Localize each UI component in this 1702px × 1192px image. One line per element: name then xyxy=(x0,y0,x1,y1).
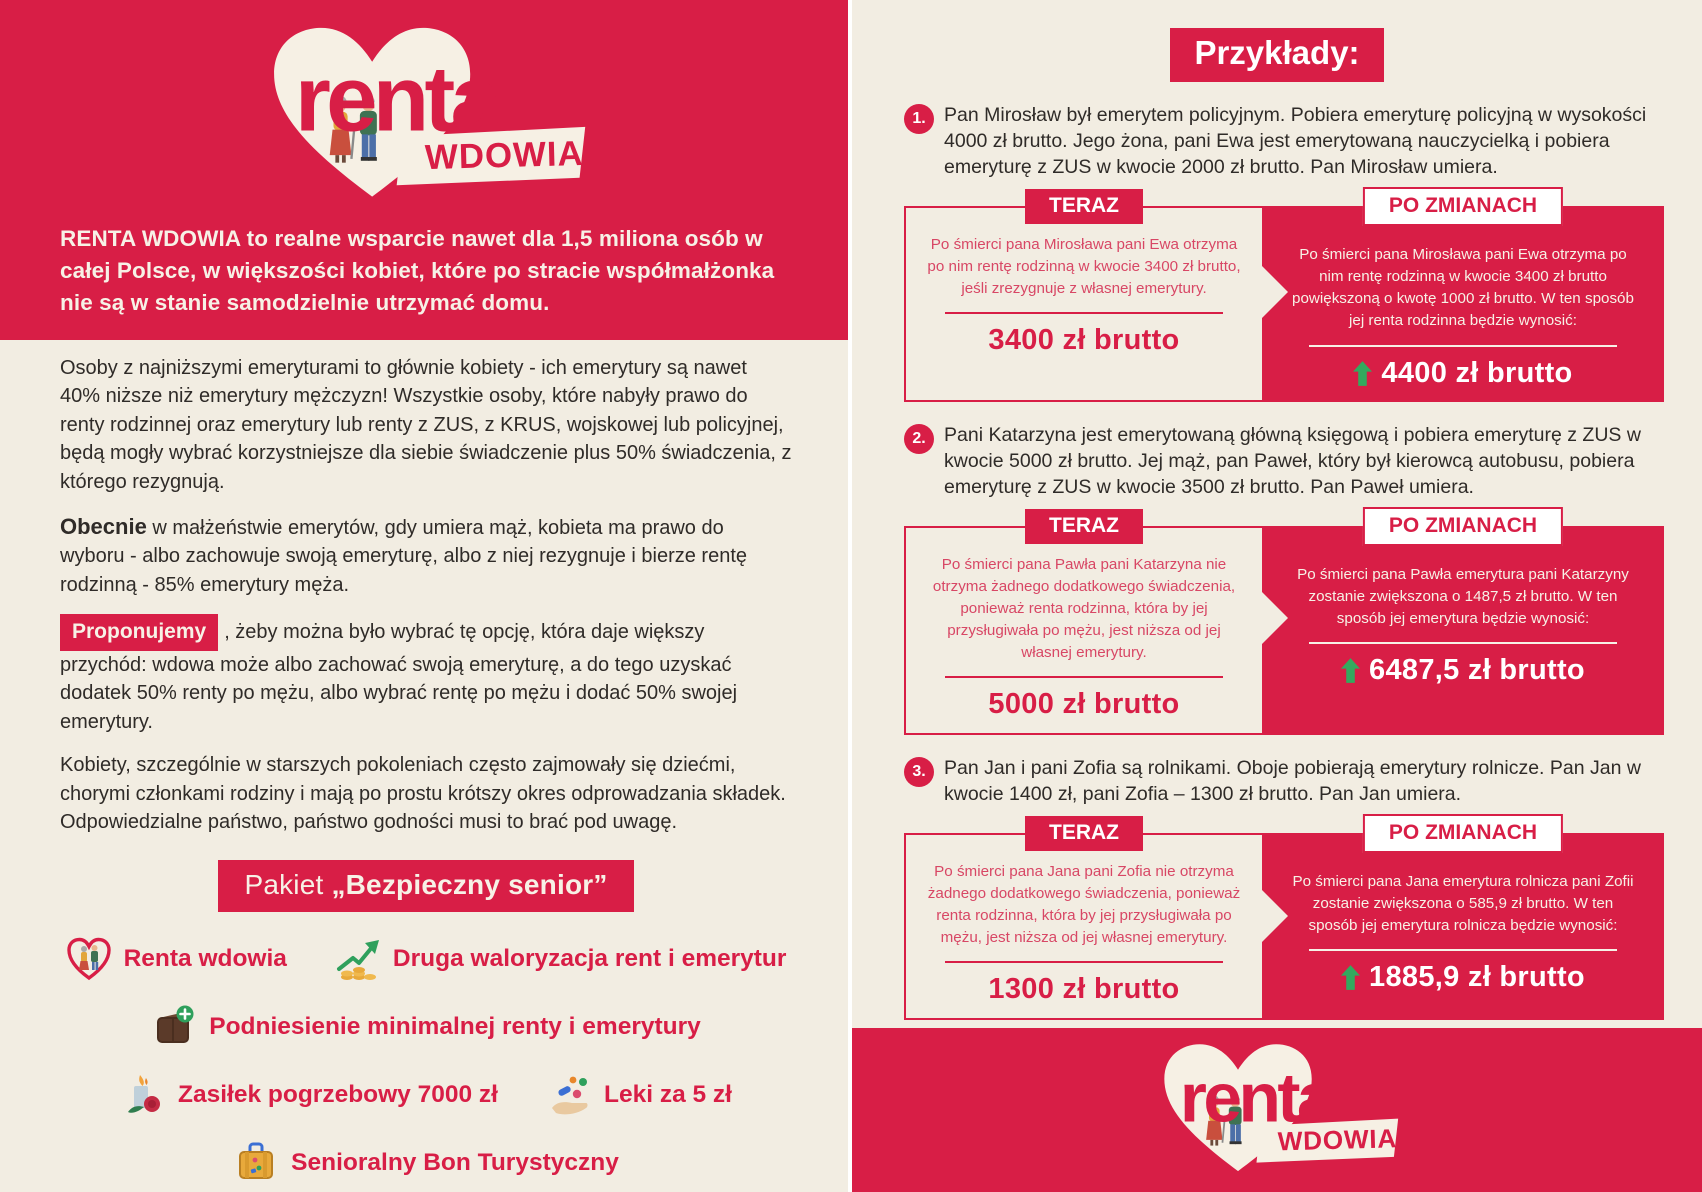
po-zmianach-label: PO ZMIANACH xyxy=(1363,187,1563,226)
po-zmianach-box xyxy=(1262,513,1664,735)
teraz-amount: 1300 zł brutto xyxy=(988,973,1180,1006)
pakiet-badge xyxy=(218,860,633,912)
benefit-row xyxy=(60,1072,792,1118)
po-zmianach-box xyxy=(1262,194,1664,401)
example-intro-text: Pani Katarzyna jest emerytowaną główną księgową i pobiera emeryturę z ZUS w kwocie 5000 zł brutto. Jej mąż, pan Paweł, który był kierowcą autobusu, pobiera emeryturę z ZUS w kwocie 3500 zł brutto. Pan Paweł umiera. xyxy=(944,423,1641,498)
benefit-minimalna xyxy=(151,1004,701,1050)
separator-line xyxy=(1309,642,1617,644)
benefit-label: Leki za 5 zł xyxy=(603,1081,732,1109)
separator-line xyxy=(945,312,1223,314)
teraz-label: TERAZ xyxy=(1025,816,1143,851)
paragraph-2-rest: w małżeństwie emerytów, gdy umiera mąż, kobieta ma prawo do wyboru - albo zachowuje swoją emeryturę, albo z niej rezygnuje i bierze rentę rodzinną - 85% emerytury męża. xyxy=(60,516,748,596)
po-zmianach-amount: 4400 zł brutto xyxy=(1381,356,1573,389)
teraz-box xyxy=(904,821,1262,1020)
po-amount-row xyxy=(1288,654,1638,687)
example-intro xyxy=(904,102,1666,180)
header-intro-text: RENTA WDOWIA to realne wsparcie nawet dla 1,5 miliona osób w całej Polsce, w większości kobiet, które po stracie współmałżonka nie są w stanie samodzielnie utrzymać domu. xyxy=(60,226,775,315)
separator-line xyxy=(945,961,1223,963)
benefit-row xyxy=(60,936,792,982)
benefit-label: Druga waloryzacja rent i emerytur xyxy=(392,945,787,973)
benefit-label: Renta wdowia xyxy=(123,945,287,973)
benefits-list xyxy=(60,936,792,1186)
benefit-bon-turystyczny xyxy=(233,1140,619,1186)
example-intro xyxy=(904,422,1666,500)
pills-icon xyxy=(546,1072,592,1118)
po-zmianach-body: Po śmierci pana Jana emerytura rolnicza pani Zofii zostanie zwiększona o 585,9 zł brutto. W ten sposób jej emerytura rolnicza będzie wynosić: xyxy=(1292,873,1634,935)
teraz-label: TERAZ xyxy=(1025,509,1143,544)
przyklady-title-badge: Przykłady: xyxy=(1170,28,1383,82)
teraz-body: Po śmierci pana Jana pani Zofia nie otrzyma żadnego dodatkowego świadczenia, ponieważ renta rodzinna, która by jej przysługiwała po mężu, jest niższa od jej własnej emerytury. xyxy=(927,863,1241,947)
teraz-body: Po śmierci pana Mirosława pani Ewa otrzyma po nim rentę rodzinną w kwocie 3400 zł brutto, jeśli zrezygnuje z własnej emerytury. xyxy=(927,236,1241,298)
example-intro-text: Pan Mirosław był emerytem policyjnym. Pobiera emeryturę policyjną w wysokości 4000 zł brutto. Jego żona, pani Ewa jest emerytowaną nauczycielką i pobiera emeryturę z ZUS w kwocie 2000 zł brutto. Pan Mirosław umiera. xyxy=(944,104,1647,179)
separator-line xyxy=(1309,949,1617,951)
wallet-icon xyxy=(151,1004,197,1050)
left-body xyxy=(0,340,848,1186)
right-panel xyxy=(852,0,1702,1192)
renta-wdowia-logo xyxy=(1153,1037,1401,1184)
benefit-label: Senioralny Bon Turystyczny xyxy=(291,1149,619,1177)
example-intro xyxy=(904,755,1666,807)
po-zmianach-amount: 1885,9 zł brutto xyxy=(1369,961,1585,994)
paragraph-1: Osoby z najniższymi emeryturami to głównie kobiety - ich emerytury są nawet 40% niższe niż emerytury mężczyzn! Wszystkie osoby, które nabyły prawo do renty rodzinnej oraz emerytury lub renty z ZUS, z KRUS, wojskowej lub policyjnej, będą mogły wybrać korzystniejsze dla siebie świadczenie plus 50% świadczenia, z którego rezygnują. xyxy=(60,357,792,493)
candle-icon xyxy=(120,1072,166,1118)
paragraph-2 xyxy=(60,511,792,599)
paragraph-4: Kobiety, szczególnie w starszych pokoleniach często zajmowały się dziećmi, chorymi członkami rodziny i mają po prostu krótszy okres odprowadzania składek. Odpowiedzialne państwo, państwo godności musi to brać pod uwagę. xyxy=(60,754,786,833)
po-zmianach-label: PO ZMIANACH xyxy=(1363,814,1563,853)
po-amount-row xyxy=(1288,961,1638,994)
example-number-badge: 3. xyxy=(904,757,934,787)
separator-line xyxy=(1309,345,1617,347)
benefit-label: Podniesienie minimalnej renty i emerytury xyxy=(209,1013,701,1041)
benefit-waloryzacja xyxy=(335,936,787,982)
teraz-box xyxy=(904,194,1262,401)
paragraph-3-rest: , żeby można było wybrać tę opcję, która daje większy przychód: wdowa może albo zachować swoją emeryturę, a do tego uzyskać dodatek 50% renty po mężu, albo wybrać rentę po mężu i dodać 50% swojej emerytury. xyxy=(60,621,738,733)
example-intro-text: Pan Jan i pani Zofia są rolnikami. Oboje pobierają emerytury rolnicze. Pan Jan w kwocie 1400 zł, pani Zofia – 1300 zł brutto. Pan Jan umiera. xyxy=(944,757,1641,806)
po-amount-row xyxy=(1288,357,1638,390)
left-panel xyxy=(0,0,848,1192)
benefit-leki xyxy=(546,1072,732,1118)
example-1 xyxy=(852,102,1702,402)
teraz-amount: 3400 zł brutto xyxy=(988,324,1180,357)
comparison-boxes xyxy=(904,194,1666,401)
green-up-arrow-icon xyxy=(1341,658,1360,683)
red-header-block xyxy=(0,0,848,340)
example-2 xyxy=(852,422,1702,736)
benefit-row xyxy=(60,1004,792,1050)
teraz-label: TERAZ xyxy=(1025,189,1143,224)
green-up-arrow-icon xyxy=(1341,965,1360,990)
po-zmianach-box xyxy=(1262,821,1664,1020)
example-3 xyxy=(852,755,1702,1020)
renta-wdowia-logo xyxy=(259,18,589,214)
separator-line xyxy=(945,676,1223,678)
benefit-pogrzebowy xyxy=(120,1072,498,1118)
po-zmianach-amount: 6487,5 zł brutto xyxy=(1369,653,1585,686)
po-zmianach-label: PO ZMIANACH xyxy=(1363,507,1563,546)
paragraph-2-lead: Obecnie xyxy=(60,513,147,539)
suitcase-icon xyxy=(233,1140,279,1186)
benefit-label: Zasiłek pogrzebowy 7000 zł xyxy=(178,1081,498,1109)
teraz-body: Po śmierci pana Pawła pani Katarzyna nie otrzyma żadnego dodatkowego świadczenia, ponieważ renta rodzinna, która by jej przysługiwała po mężu, jest niższa od jej własnej emerytury. xyxy=(932,555,1236,661)
growth-icon xyxy=(335,936,381,982)
red-footer-band xyxy=(852,1028,1702,1192)
example-number-badge: 2. xyxy=(904,424,934,454)
teraz-amount: 5000 zł brutto xyxy=(988,688,1180,721)
green-up-arrow-icon xyxy=(1353,361,1372,386)
heart-couple-icon xyxy=(66,936,112,982)
teraz-box xyxy=(904,513,1262,735)
comparison-boxes xyxy=(904,821,1666,1020)
proponujemy-badge: Proponujemy xyxy=(60,614,218,651)
pakiet-name: „Bezpieczny senior” xyxy=(331,869,608,901)
benefit-renta-wdowia xyxy=(66,936,287,982)
po-zmianach-body: Po śmierci pana Pawła emerytura pani Katarzyny zostanie zwiększona o 1487,5 zł brutto. W ten sposób jej emerytura będzie wynosić: xyxy=(1297,565,1629,627)
po-zmianach-body: Po śmierci pana Mirosława pani Ewa otrzyma po nim rentę rodzinną w kwocie 3400 zł brutto powiększoną o kwotę 1000 zł brutto. W ten sposób jej renta rodzinna będzie wynosić: xyxy=(1292,246,1634,330)
paragraph-3 xyxy=(60,614,792,736)
benefit-row xyxy=(60,1140,792,1186)
pakiet-prefix: Pakiet xyxy=(244,869,332,901)
example-number-badge: 1. xyxy=(904,104,934,134)
comparison-boxes xyxy=(904,513,1666,735)
